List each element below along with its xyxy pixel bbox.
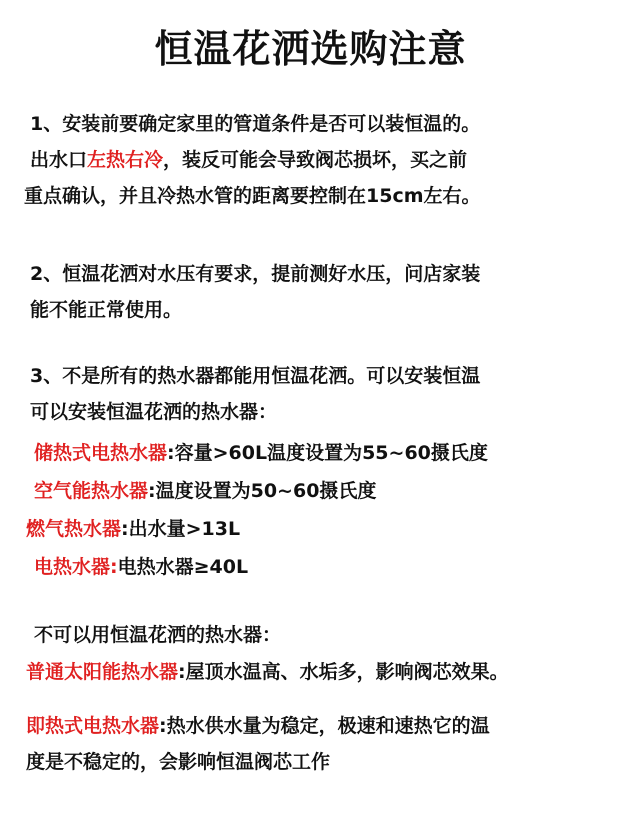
heater-name: 电热水器:	[34, 556, 118, 578]
heater-desc: :热水供水量为稳定，极速和速热它的温	[159, 715, 490, 737]
p1-line2-pre: 出水口	[30, 149, 88, 171]
p1-line2-post: ，装反可能会导致阀芯损坏，买之前	[163, 149, 468, 171]
p4-heading: 不可以用恒温花洒的热水器：	[34, 624, 282, 646]
heater-item-air	[34, 479, 376, 503]
p1-line1: 1、安装前要确定家里的管道条件是否可以装恒温的。	[30, 113, 481, 135]
heater-desc: :出水量>13L	[121, 518, 241, 540]
heater-item-gas	[26, 517, 240, 541]
heater-name: 储热式电热水器	[34, 442, 168, 464]
p3-line2: 可以安装恒温花洒的热水器：	[30, 401, 278, 423]
heater-desc: :容量>60L温度设置为55~60摄氏度	[167, 442, 488, 464]
p2-line1: 2、恒温花洒对水压有要求，提前测好水压，问店家装	[30, 263, 481, 285]
heater-desc: :温度设置为50~60摄氏度	[148, 480, 377, 502]
heater-desc: 电热水器≥40L	[117, 556, 249, 578]
not-compatible-instant	[26, 714, 490, 738]
heater-name: 空气能热水器	[34, 480, 149, 502]
not-compatible-instant-line2: 度是不稳定的，会影响恒温阀芯工作	[26, 751, 331, 773]
heater-name: 即热式电热水器	[26, 715, 160, 737]
p3-line1: 3、不是所有的热水器都能用恒温花洒。可以安装恒温	[30, 365, 481, 387]
heater-desc: :屋顶水温高、水垢多，影响阀芯效果。	[178, 661, 509, 683]
p2-line2: 能不能正常使用。	[30, 299, 183, 321]
p1-hot-cold-highlight: 左热右冷	[87, 149, 164, 171]
p1-line2	[30, 148, 467, 172]
heater-name: 普通太阳能热水器	[26, 661, 179, 683]
heater-item-storage	[34, 441, 488, 465]
heater-name: 燃气热水器	[26, 518, 122, 540]
heater-item-electric	[34, 555, 248, 579]
p1-line3: 重点确认，并且冷热水管的距离要控制在15cm左右。	[24, 185, 481, 207]
page-title: 恒温花洒选购注意	[154, 27, 467, 71]
not-compatible-solar	[26, 660, 509, 684]
